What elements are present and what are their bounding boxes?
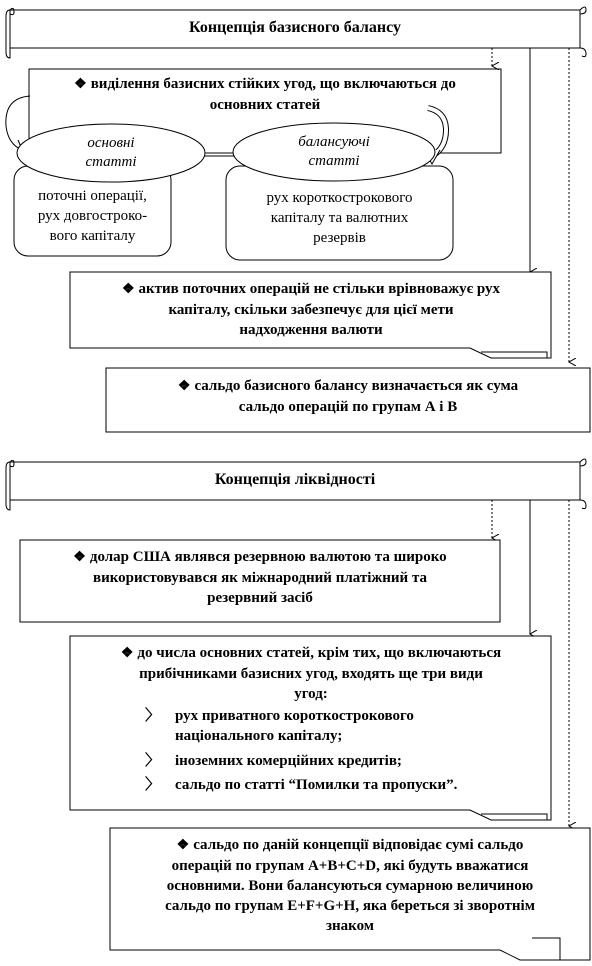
ellipse-left-line1: основні	[87, 135, 135, 151]
s1-box2-line3: надходження валюти	[239, 322, 383, 338]
rounded-right-line1: рух короткострокового	[266, 190, 413, 206]
bullet-icon: ❖	[176, 838, 190, 853]
rounded-left-line3: вого капіталу	[49, 228, 136, 244]
s1-box3-line2: сальдо операцій по групам А і В	[238, 399, 458, 415]
section2-box1-text	[22, 547, 498, 608]
rounded-right-line2: капіталу та валютних	[270, 210, 409, 226]
rounded-left-text	[14, 186, 171, 246]
list-item-text: сальдо по статті “Помилки та пропуски”.	[175, 777, 458, 793]
section2-title-text: Концепція ліквідності	[214, 471, 376, 488]
s1-box3-line1: сальдо базисного балансу визначається як сума	[194, 378, 519, 394]
ellipse-left-line2: статті	[85, 154, 137, 170]
section2-box3-text	[112, 835, 588, 936]
bullet-icon: ❖	[74, 77, 87, 92]
bullet-icon: ❖	[73, 550, 86, 565]
list-item-continuation	[175, 726, 342, 746]
ellipse-right-text	[253, 133, 415, 171]
chevron-right-icon: 〉	[145, 708, 161, 724]
section1-box3-text	[108, 376, 588, 417]
rounded-right-text	[226, 188, 453, 248]
chevron-right-icon: 〉	[145, 777, 161, 793]
bullet-icon: ❖	[121, 282, 135, 297]
chevron-right-icon: 〉	[145, 753, 161, 769]
section1-box1-text	[30, 74, 500, 115]
section1-title-text: Концепція базисного балансу	[189, 19, 401, 36]
section1-box2-text	[72, 279, 550, 340]
s2-box2-line1: до числа основних статей, крім тих, що включаються	[137, 645, 502, 661]
rounded-left-line1: поточні операції,	[38, 188, 147, 204]
s1-box2-line1: актив поточних операцій не стільки врівноважує рух	[138, 281, 501, 297]
box1-line2: основних статей	[209, 97, 321, 113]
box1-line1: виділення базисних стійких угод, що включаються до	[90, 76, 456, 92]
s2-box3-line2: операцій по групам А+В+С+D, які будуть вважатися	[171, 858, 529, 874]
list-item-text: рух приватного короткострокового	[175, 708, 414, 724]
s2-box3-line1: сальдо по даній концепції відповідає сумі сальдо	[193, 837, 524, 853]
s1-box2-line2: капіталу, скільки забезпечує для цієї мети	[168, 302, 454, 318]
list-item-text: іноземних комерційних кредитів;	[175, 753, 402, 769]
section2-box2-text	[72, 643, 550, 704]
s2-box1-line3: резервний засіб	[207, 590, 313, 606]
s2-box3-line4: сальдо по групам E+F+G+H, яка береться зі зворотнім	[165, 898, 535, 914]
s2-box1-line1: долар США являвся резервною валютою та широко	[89, 549, 447, 565]
section1-title	[10, 18, 580, 38]
bullet-icon: ❖	[177, 379, 191, 394]
rounded-left-line2: рух довгостроко-	[37, 208, 148, 224]
list-item	[145, 751, 402, 771]
rounded-right-line3: резервів	[313, 230, 366, 246]
s2-box3-line5: знаком	[325, 918, 375, 934]
s2-box2-line3: угод:	[294, 686, 328, 702]
s2-box3-line3: основними. Вони балансуються сумарною величиною	[166, 878, 534, 894]
ellipse-right-line1: балансуючі	[298, 134, 370, 150]
list-item-text: національного капіталу;	[175, 728, 343, 744]
bullet-icon: ❖	[120, 646, 134, 661]
section2-title	[10, 470, 580, 490]
s2-box1-line2: використовувався як міжнародний платіжний та	[92, 570, 428, 586]
s2-box2-line2: прибічниками базисних угод, входять ще три види	[139, 666, 483, 682]
ellipse-left-text	[30, 134, 192, 172]
ellipse-right-line2: статті	[308, 153, 360, 169]
list-item	[145, 775, 457, 795]
list-item	[145, 706, 414, 726]
